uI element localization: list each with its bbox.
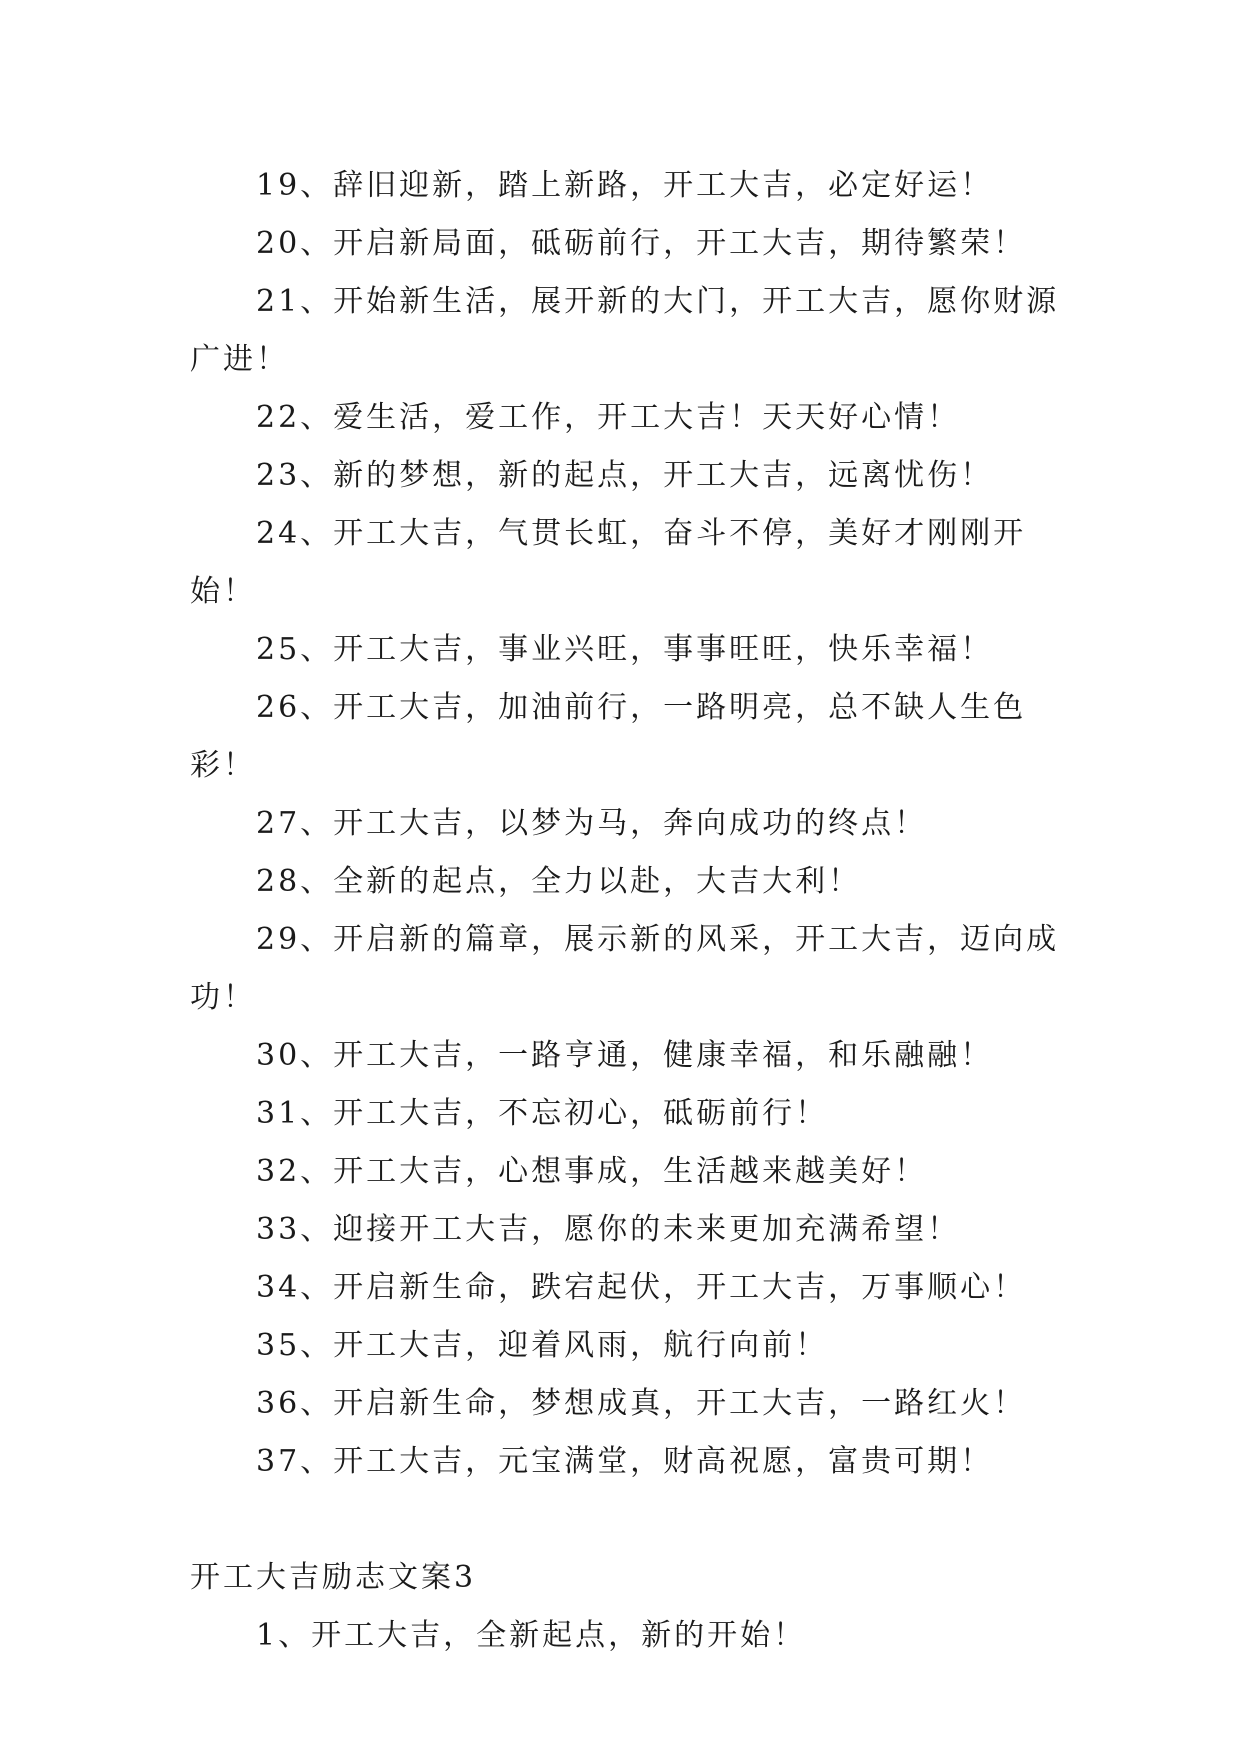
list-item: 20、开启新局面，砥砺前行，开工大吉，期待繁荣！ — [256, 226, 1027, 261]
list-item: 29、开启新的篇章，展示新的风采，开工大吉，迈向成功！ — [190, 922, 1060, 1015]
list-item: 37、开工大吉，元宝满堂，财高祝愿，富贵可期！ — [256, 1444, 994, 1479]
list-item: 24、开工大吉，气贯长虹，奋斗不停，美好才刚刚开始！ — [190, 516, 1027, 609]
list-item: 19、辞旧迎新，踏上新路，开工大吉，必定好运！ — [256, 168, 994, 203]
list-item: 30、开工大吉，一路亨通，健康幸福，和乐融融！ — [256, 1038, 994, 1073]
list-item: 26、开工大吉，加油前行，一路明亮，总不缺人生色彩！ — [190, 690, 1027, 783]
list-item: 25、开工大吉，事业兴旺，事事旺旺，快乐幸福！ — [256, 632, 994, 667]
section-spacer — [190, 1491, 1060, 1549]
list-item: 35、开工大吉，迎着风雨，航行向前！ — [256, 1328, 829, 1363]
list-item: 22、爱生活，爱工作，开工大吉！天天好心情！ — [256, 400, 961, 435]
list-item: 33、迎接开工大吉，愿你的未来更加充满希望！ — [256, 1212, 961, 1247]
section-heading: 开工大吉励志文案3 — [190, 1560, 477, 1595]
list-item: 28、全新的起点，全力以赴，大吉大利！ — [256, 864, 862, 899]
list-item: 34、开启新生命，跌宕起伏，开工大吉，万事顺心！ — [256, 1270, 1027, 1305]
document-body — [190, 157, 1060, 1665]
list-item: 36、开启新生命，梦想成真，开工大吉，一路红火！ — [256, 1386, 1027, 1421]
list-item: 27、开工大吉，以梦为马，奔向成功的终点！ — [256, 806, 928, 841]
list-item: 32、开工大吉，心想事成，生活越来越美好！ — [256, 1154, 928, 1189]
list-item: 23、新的梦想，新的起点，开工大吉，远离忧伤！ — [256, 458, 994, 493]
list-item: 31、开工大吉，不忘初心，砥砺前行！ — [256, 1096, 829, 1131]
list-item: 21、开始新生活，展开新的大门，开工大吉，愿你财源广进！ — [190, 284, 1060, 377]
list-item: 1、开工大吉，全新起点，新的开始！ — [256, 1618, 807, 1653]
